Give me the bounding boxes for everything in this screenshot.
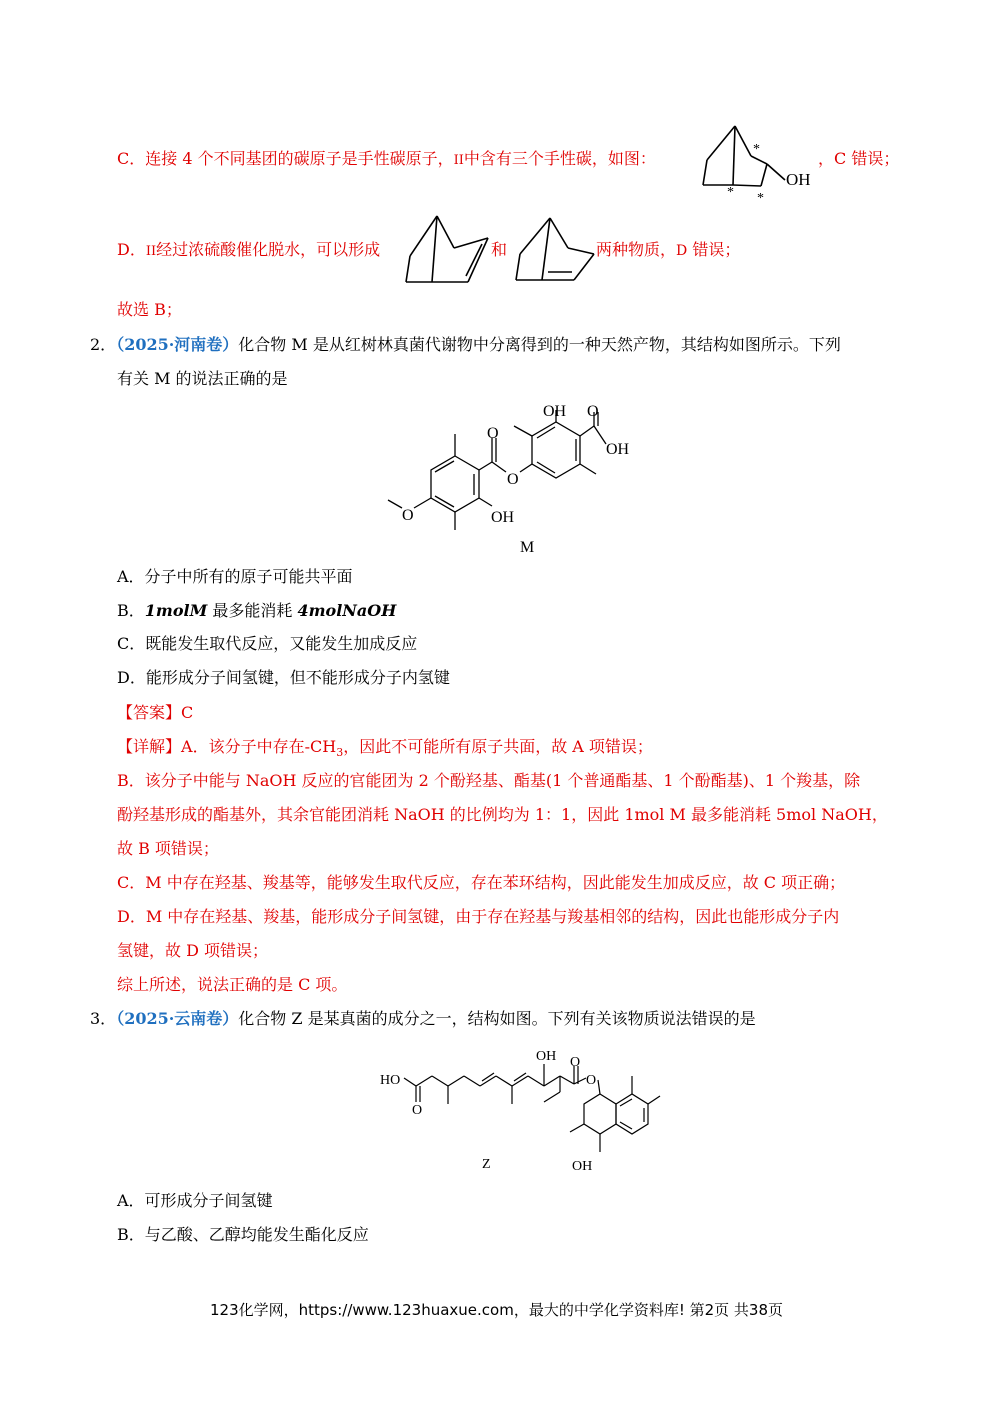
- z-o-carbonyl: O: [570, 1055, 581, 1070]
- m-o-ester-carbonyl: O: [487, 425, 499, 442]
- q2-b-mid: 最多能消耗: [207, 601, 298, 620]
- q3-stem-text: 化合物 Z 是某真菌的成分之一，结构如图。下列有关该物质说法错误的是: [238, 1009, 756, 1028]
- chiral-star-1: *: [753, 142, 760, 157]
- detail-a-end: ，因此不可能所有原子共面，故 A 项错误；: [343, 737, 653, 756]
- q3-source: （2025·云南卷）: [116, 1009, 239, 1028]
- m-o-ester: O: [507, 471, 519, 488]
- z-oh-top: OH: [536, 1049, 557, 1064]
- q2-number: 2．: [90, 335, 117, 354]
- q2-detail-d1: D．M 中存在羟基、羧基，能形成分子间氢键，由于存在羟基与羧基相邻的结构，因此也能形成分子内: [117, 907, 840, 926]
- q1-d-letter: D: [676, 243, 688, 259]
- chiral-star-3: *: [757, 191, 764, 206]
- q2-b-prefix: B．: [117, 601, 145, 620]
- q2-b-bold2: 4molNaOH: [297, 601, 397, 620]
- detail-a: A．该分子中存在-CH: [181, 737, 337, 756]
- q1-d-tail: [596, 239, 740, 262]
- q1-d-and: 和: [491, 240, 508, 259]
- m-o-methoxy: O: [402, 507, 414, 524]
- answer-tag: 【答案】: [117, 703, 182, 722]
- answer-value: C: [181, 703, 194, 722]
- q1-option-d: [117, 239, 380, 263]
- page-footer: 123化学网，https://www.123huaxue.com，最大的中学化学资料库! 第2页 共38页: [209, 1301, 784, 1319]
- q3-stem: [90, 1008, 756, 1030]
- m-oh-acid: OH: [606, 441, 630, 458]
- z-o-acid: O: [412, 1103, 423, 1118]
- q2-detail-b3: 故 B 项错误；: [117, 839, 219, 858]
- q3-number: 3．: [90, 1009, 117, 1028]
- q2-stem1: 化合物 M 是从红树林真菌代谢物中分离得到的一种天然产物，其结构如图所示。下列: [238, 335, 841, 354]
- q2-detail-b1: B．该分子中能与 NaOH 反应的官能团为 2 个酚羟基、酯基(1 个普通酯基、1 个酚酯基)、1 个羧基，除: [117, 771, 861, 790]
- q2-detail-b2: 酚羟基形成的酯基外，其余官能团消耗 NaOH 的比例均为 1：1，因此 1mol M 最多能消耗 5mol NaOH，: [117, 805, 888, 824]
- q2-answer: [117, 702, 193, 724]
- chiral-oh-label: OH: [786, 170, 811, 189]
- q1-conclusion: 故选 B；: [117, 300, 182, 319]
- q1-option-c: [117, 148, 656, 172]
- q2-b-bold1: 1molM: [144, 601, 208, 620]
- q2-detail-a: [117, 736, 653, 764]
- compound-m-structure: [380, 398, 650, 562]
- norbornene-structure-1: [402, 212, 497, 291]
- q1-d-roman: II: [145, 244, 157, 259]
- q2-stem-line1: [90, 334, 841, 356]
- m-o-acid: O: [587, 403, 599, 420]
- detail-a-sub: 3: [336, 746, 344, 760]
- q1-c-roman: II: [453, 153, 464, 168]
- q1-d-tail-text: 两种物质，: [596, 240, 677, 259]
- q2-summary: 综上所述，说法正确的是 C 项。: [117, 975, 348, 994]
- q2-stem-line2: 有关 M 的说法正确的是: [117, 369, 288, 388]
- m-oh-top: OH: [543, 403, 567, 420]
- q1-c-text-mid: 中含有三个手性碳，如图：: [463, 149, 656, 168]
- q2-source: （2025·河南卷）: [116, 335, 239, 354]
- q1-c-text: C．连接 4 个不同基团的碳原子是手性碳原子，: [117, 149, 454, 168]
- q2-option-a: A．分子中所有的原子可能共平面: [117, 567, 353, 586]
- compound-z-structure: [378, 1040, 658, 1179]
- q3-option-b: B．与乙酸、乙醇均能发生酯化反应: [117, 1225, 369, 1244]
- q1-d-prefix: D．: [117, 240, 146, 259]
- norbornene-structure-2: [512, 214, 602, 290]
- detail-tag: 【详解】: [117, 737, 182, 756]
- q2-option-d: D．能形成分子间氢键，但不能形成分子内氢键: [117, 668, 450, 687]
- q1-d-end: 错误；: [687, 240, 741, 259]
- m-oh-bottom: OH: [491, 509, 515, 526]
- z-oh-bottom: OH: [572, 1159, 593, 1174]
- chiral-star-2: *: [727, 185, 734, 200]
- q2-option-b: [117, 600, 396, 622]
- m-compound-name: M: [520, 539, 535, 556]
- z-compound-name: Z: [482, 1157, 491, 1172]
- z-o-ester: O: [586, 1073, 597, 1088]
- chiral-carbon-structure: [695, 120, 825, 209]
- q2-detail-c: C．M 中存在羟基、羧基等，能够发生取代反应，存在苯环结构，因此能发生加成反应，故 C 项正确；: [117, 873, 846, 892]
- q2-option-c: C．既能发生取代反应，又能发生加成反应: [117, 634, 418, 653]
- q1-d-text: 经过浓硫酸催化脱水，可以形成: [156, 240, 381, 259]
- q2-detail-d2: 氢键，故 D 项错误；: [117, 941, 269, 960]
- q3-option-a: A．可形成分子间氢键: [117, 1191, 273, 1210]
- z-ho-label: HO: [380, 1073, 401, 1088]
- q1-c-tail: ，C 错误；: [818, 149, 900, 168]
